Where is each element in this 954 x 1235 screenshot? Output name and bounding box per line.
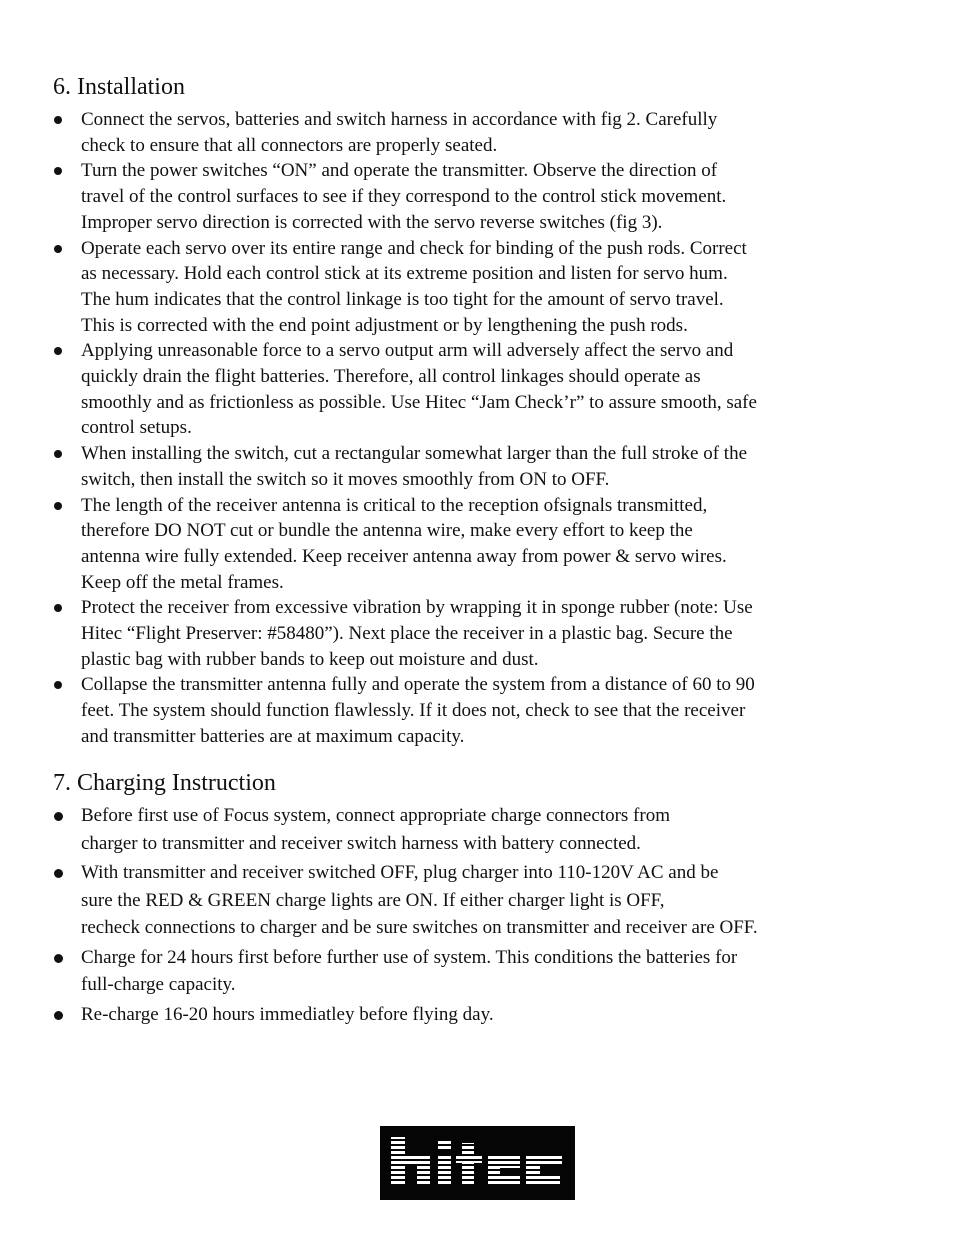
list-item: Operate each servo over its entire range and check for binding of the push rods. Correct as necessary. Hold each control stick at its extreme position and listen for servo hum. The hum indicates that the control linkage is too tight for the amount of servo travel. This is corrected with the end point adjustment or by lengthening the push rods. (53, 236, 853, 339)
bullet-icon (54, 604, 62, 612)
bullet-icon (54, 450, 62, 458)
installation-list (53, 107, 853, 750)
list-item: The length of the receiver antenna is critical to the reception ofsignals transmitted, therefore DO NOT cut or bundle the antenna wire, make every effort to keep the antenna wire fully extended. Keep receiver antenna away from power & servo wires. Keep off the metal frames. (53, 493, 853, 596)
list-item: Connect the servos, batteries and switch harness in accordance with fig 2. Carefully check to ensure that all connectors are properly seated. (53, 107, 853, 158)
hitec-logo-icon (380, 1126, 575, 1200)
list-item: Collapse the transmitter antenna fully and operate the system from a distance of 60 to 90 feet. The system should function flawlessly. If it does not, check to see that the receiver and transmitter batteries are at maximum capacity. (53, 672, 853, 749)
list-item: Re-charge 16-20 hours immediatley before flying day. (53, 1001, 853, 1029)
list-item: Charge for 24 hours first before further use of system. This conditions the batteries for full-charge capacity. (53, 944, 853, 999)
bullet-icon (54, 116, 62, 124)
list-item: Before first use of Focus system, connect appropriate charge connectors from charger to transmitter and receiver switch harness with battery connected. (53, 802, 853, 857)
bullet-icon (54, 681, 62, 689)
bullet-icon (54, 347, 62, 355)
bullet-icon (54, 1011, 63, 1020)
list-item: With transmitter and receiver switched OFF, plug charger into 110-120V AC and be sure the RED & GREEN charge lights are ON. If either charger light is OFF, recheck connections to charger and be sure switches on transmitter and receiver are OFF. (53, 859, 853, 942)
section-6-heading: 6. Installation (53, 74, 185, 100)
bullet-icon (54, 954, 63, 963)
hitec-logo (380, 1126, 575, 1200)
charging-list (53, 802, 853, 1030)
section-7-heading: 7. Charging Instruction (53, 770, 276, 796)
bullet-icon (54, 245, 62, 253)
bullet-icon (54, 502, 62, 510)
list-item: When installing the switch, cut a rectangular somewhat larger than the full stroke of the switch, then install the switch so it moves smoothly from ON to OFF. (53, 441, 853, 492)
list-item: Turn the power switches “ON” and operate the transmitter. Observe the direction of travel of the control surfaces to see if they correspond to the control stick movement. Improper servo direction is corrected with the servo reverse switches (fig 3). (53, 158, 853, 235)
list-item: Protect the receiver from excessive vibration by wrapping it in sponge rubber (note: Use Hitec “Flight Preserver: #58480”). Next place the receiver in a plastic bag. Secure the plastic bag with rubber bands to keep out moisture and dust. (53, 595, 853, 672)
list-item: Applying unreasonable force to a servo output arm will adversely affect the servo and quickly drain the flight batteries. Therefore, all control linkages should operate as smoothly and as frictionless as possible. Use Hitec “Jam Check’r” to assure smooth, safe control setups. (53, 338, 853, 441)
bullet-icon (54, 167, 62, 175)
bullet-icon (54, 869, 63, 878)
bullet-icon (54, 812, 63, 821)
